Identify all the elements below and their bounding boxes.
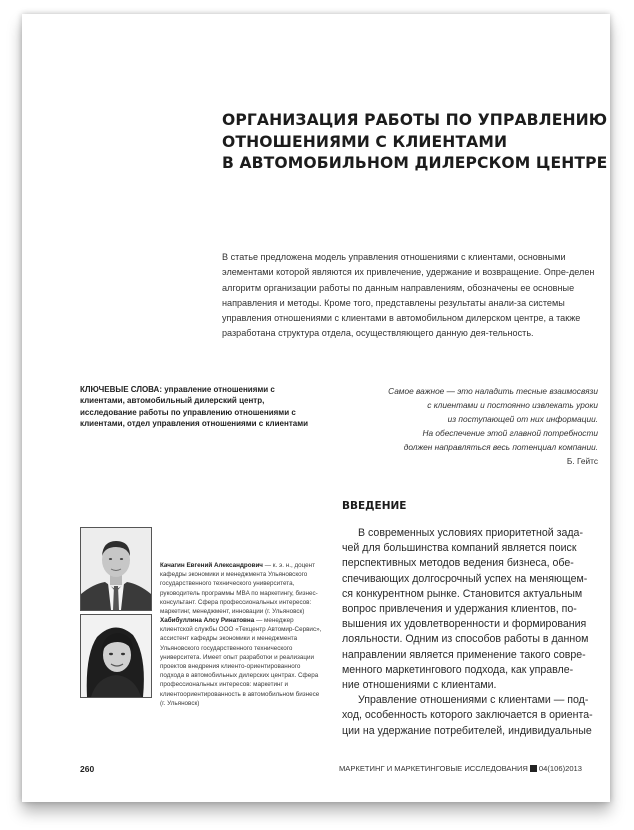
body-line: чей для большинства компаний является поиск: [342, 542, 577, 555]
epigraph: [344, 384, 598, 468]
epigraph-line-3: из поступающей от них информации.: [447, 414, 598, 424]
body-line: менного маркетингового подхода, как управле-: [342, 663, 574, 676]
body-paragraph-2: [342, 693, 605, 739]
body-line: ся конкурентном рынке. Становится актуальным: [342, 587, 583, 600]
body-line: перспективных методов ведения бизнеса, обе-: [342, 557, 574, 570]
author-photo-1: [80, 527, 152, 611]
title-line-1: ОРГАНИЗАЦИЯ РАБОТЫ ПО УПРАВЛЕНИЮ: [222, 111, 608, 129]
author-description-2: — менеджер клиентской службы ООО «Техцентр Автомир-Сервис», ассистент кафедры экономики и менеджмента Ульяновского государственного технического университета. Имеет опыт разработки и реализации проектов внедрения клиенто-ориентированного подхода в автомобильных дилерских центрах. Сфера профессиональных интересов: маркетинг и клиентоориентированность в автомобильном бизнесе (г. Ульяновск): [160, 617, 322, 707]
author-bio-1: [160, 561, 322, 616]
body-line: вышения их удовлетворенности и формирования: [342, 618, 587, 631]
epigraph-author: Б. Гейтс: [566, 456, 598, 466]
journal-page: [22, 14, 610, 802]
author-photo-2: [80, 614, 152, 698]
square-bullet-icon: [530, 765, 537, 772]
journal-issue: 04(106)2013: [538, 764, 582, 773]
title-line-3: В АВТОМОБИЛЬНОМ ДИЛЕРСКОМ ЦЕНТРЕ: [222, 154, 608, 172]
abstract: В статье предложена модель управления отношениями с клиентами, основными элементами которой являются их привлечение, удержание и возвращение. Опре-делен алгоритм организации работы по данным направлениям, обозначены ее основные направления и методы. Кроме того, представлены результаты анали-за системы управления отношениями с клиентами в автомобильном дилерском центре, а также разработана структура отдела, осуществляющего данную дея-тельность.: [222, 252, 595, 339]
body-line: направлении является применение такого совре-: [342, 648, 586, 661]
title-line-2: ОТНОШЕНИЯМИ С КЛИЕНТАМИ: [222, 132, 508, 151]
epigraph-line-5: должен направляться весь потенциал компании.: [403, 442, 598, 452]
page-number: 260: [80, 764, 95, 774]
article-title: [222, 110, 608, 175]
journal-name: МАРКЕТИНГ И МАРКЕТИНГОВЫЕ ИССЛЕДОВАНИЯ: [338, 764, 528, 773]
body-line: Управление отношениями с клиентами — под-: [358, 694, 589, 707]
epigraph-line-4: На обеспечение этой главной потребности: [422, 428, 598, 438]
author-bio-2: [160, 616, 322, 708]
body-line: спечивающих долгосрочный успех на меняющем-: [342, 572, 588, 585]
journal-footer: [339, 764, 582, 773]
body-line: ции на удержание потребителей, индивидуальные: [342, 724, 592, 737]
keywords: КЛЮЧЕВЫЕ СЛОВА: управление отношениями с клиентами, автомобильный дилерский центр, исследование работы по управлению отношениями с клиентами, отдел управления отношениями с клиентами: [80, 385, 309, 429]
epigraph-line-2: с клиентами и постоянно извлекать уроки: [427, 400, 598, 410]
epigraph-line-1: Самое важное — это наладить тесные взаимосвязи: [388, 386, 598, 396]
body-line: В современных условиях приоритетной зада-: [358, 527, 583, 539]
epigraph-quote: [344, 384, 598, 454]
body-text: [342, 526, 605, 739]
author-description-1: — к. э. н., доцент кафедры экономики и менеджмента Ульяновского государственного технического университета, руководитель программы MBA по маркетингу, бизнес-консультант. Сфера профессиональных интересов: маркетинг, менеджмент, инновации (г. Ульяновск): [160, 562, 318, 616]
body-line: ход, особенность которого заключается в ориента-: [342, 709, 593, 722]
author-name-2: Хабибуллина Алсу Ринатовна: [160, 617, 255, 624]
author-name-1: Качагин Евгений Александрович: [160, 562, 263, 569]
body-line: лояльности. Одним из способов работы в данном: [342, 633, 589, 646]
body-line: вопрос привлечения и удержания клиентов, по-: [342, 603, 577, 616]
body-paragraph-1: [342, 526, 605, 693]
section-heading: ВВЕДЕНИЕ: [342, 500, 407, 512]
body-line: ние отношениями с клиентами.: [342, 679, 497, 692]
